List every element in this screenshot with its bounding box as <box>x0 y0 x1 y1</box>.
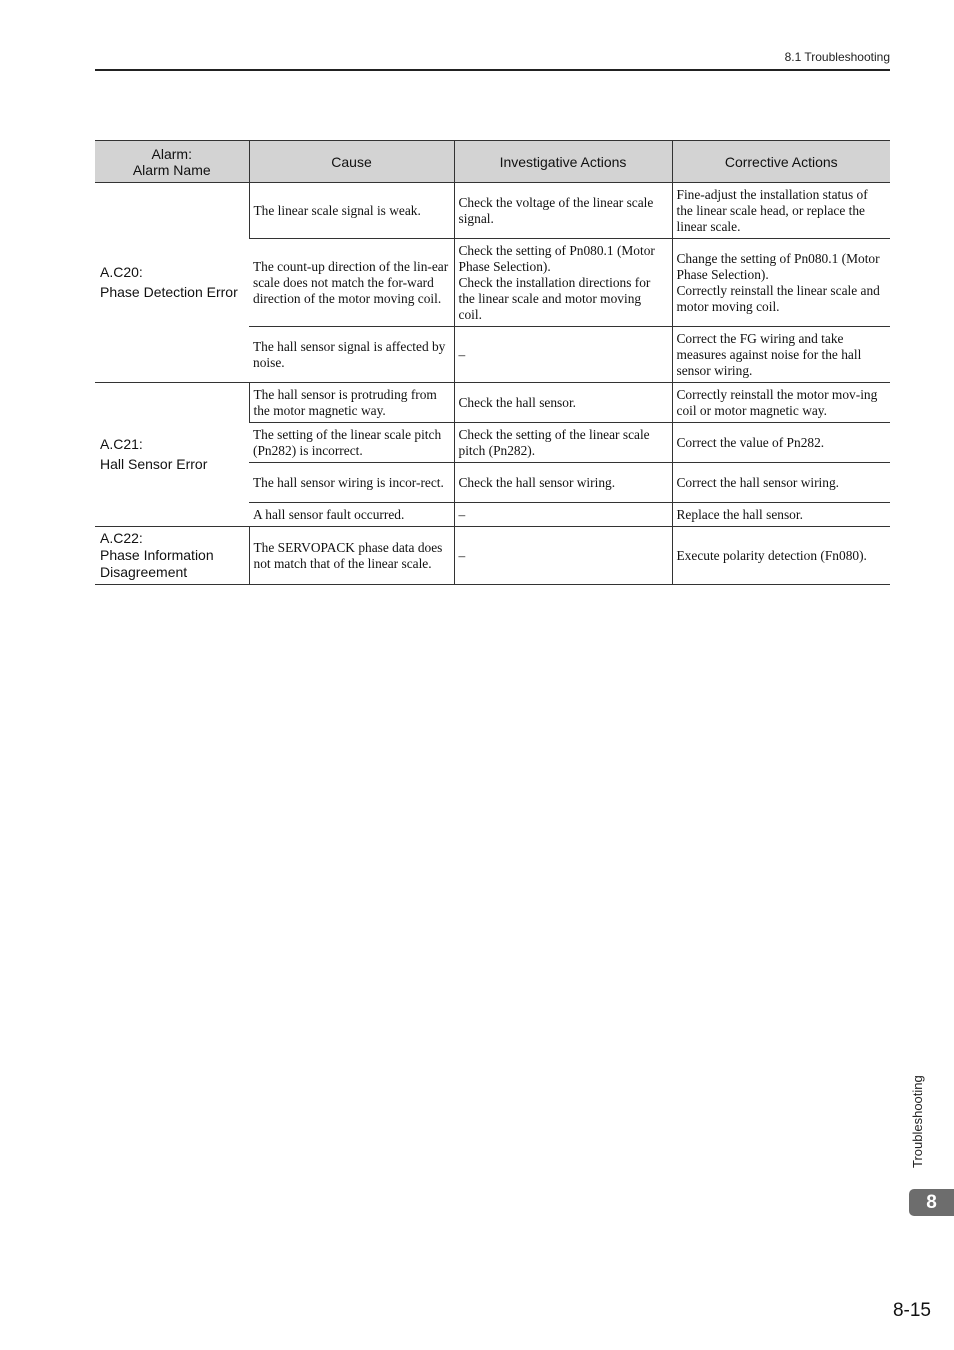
page-number: 8-15 <box>892 1300 931 1321</box>
alarm-code: A.C20: <box>100 264 143 280</box>
corrective-cell: Replace the hall sensor. <box>672 503 890 527</box>
corrective-cell: Correct the FG wiring and take measures against noise for the hall sensor wiring. <box>672 327 890 383</box>
running-header: 8.1 Troubleshooting <box>784 50 890 64</box>
column-header-cause: Cause <box>249 141 454 183</box>
alarm-name: Hall Sensor Error <box>100 456 208 472</box>
alarm-code: A.C21: <box>100 436 143 452</box>
column-header-corrective: Corrective Actions <box>672 141 890 183</box>
alarm-cell-c21 <box>95 383 249 527</box>
troubleshooting-table <box>95 140 890 585</box>
column-header-alarm <box>95 141 249 183</box>
cause-cell: The hall sensor signal is affected by noise. <box>249 327 454 383</box>
alarm-header-line-2: Alarm Name <box>132 161 211 178</box>
table-row <box>95 183 890 239</box>
investigative-cell: Check the voltage of the linear scale signal. <box>454 183 672 239</box>
investigative-cell: Check the hall sensor wiring. <box>454 463 672 503</box>
cause-cell: The setting of the linear scale pitch (Pn282) is incorrect. <box>249 423 454 463</box>
alarm-cell-c22 <box>95 527 249 585</box>
corrective-cell: Correct the value of Pn282. <box>672 423 890 463</box>
header-rule <box>95 69 890 71</box>
cause-cell: The hall sensor wiring is incor-rect. <box>249 463 454 503</box>
investigative-cell: Check the hall sensor. <box>454 383 672 423</box>
table-row <box>95 383 890 423</box>
chapter-tab[interactable] <box>909 1189 954 1216</box>
alarm-header-line-1: Alarm: <box>151 145 192 162</box>
cause-cell: The linear scale signal is weak. <box>249 183 454 239</box>
cause-cell: A hall sensor fault occurred. <box>249 503 454 527</box>
investigative-cell: – <box>454 527 672 585</box>
investigative-cell <box>454 239 672 327</box>
investigative-cell: – <box>454 327 672 383</box>
corrective-line: Change the setting of Pn080.1 (Motor Phase Selection). <box>676 250 880 282</box>
table-row <box>95 527 890 585</box>
alarm-name: Phase Detection Error <box>100 284 238 300</box>
alarm-name: Phase Information Disagreement <box>100 547 214 580</box>
corrective-line: Correctly reinstall the linear scale and motor moving coil. <box>676 282 880 314</box>
investigative-line: Check the setting of Pn080.1 (Motor Phase Selection). <box>458 242 655 274</box>
corrective-cell <box>672 239 890 327</box>
chapter-number: 8 <box>926 1191 937 1213</box>
chapter-side-label: Troubleshooting <box>910 1075 925 1168</box>
corrective-cell: Correctly reinstall the motor mov-ing coil or motor magnetic way. <box>672 383 890 423</box>
corrective-cell: Correct the hall sensor wiring. <box>672 463 890 503</box>
investigative-cell: – <box>454 503 672 527</box>
table-header-row <box>95 141 890 183</box>
alarm-code: A.C22: <box>100 530 143 546</box>
cause-cell: The hall sensor is protruding from the motor magnetic way. <box>249 383 454 423</box>
corrective-cell: Fine-adjust the installation status of the linear scale head, or replace the linear scale. <box>672 183 890 239</box>
cause-cell: The count-up direction of the lin-ear scale does not match the for-ward direction of the motor moving coil. <box>249 239 454 327</box>
investigative-line: Check the installation directions for the linear scale and motor moving coil. <box>458 274 651 322</box>
cause-cell: The SERVOPACK phase data does not match that of the linear scale. <box>249 527 454 585</box>
corrective-cell: Execute polarity detection (Fn080). <box>672 527 890 585</box>
investigative-cell: Check the setting of the linear scale pitch (Pn282). <box>454 423 672 463</box>
alarm-cell-c20 <box>95 183 249 383</box>
column-header-investigative: Investigative Actions <box>454 141 672 183</box>
